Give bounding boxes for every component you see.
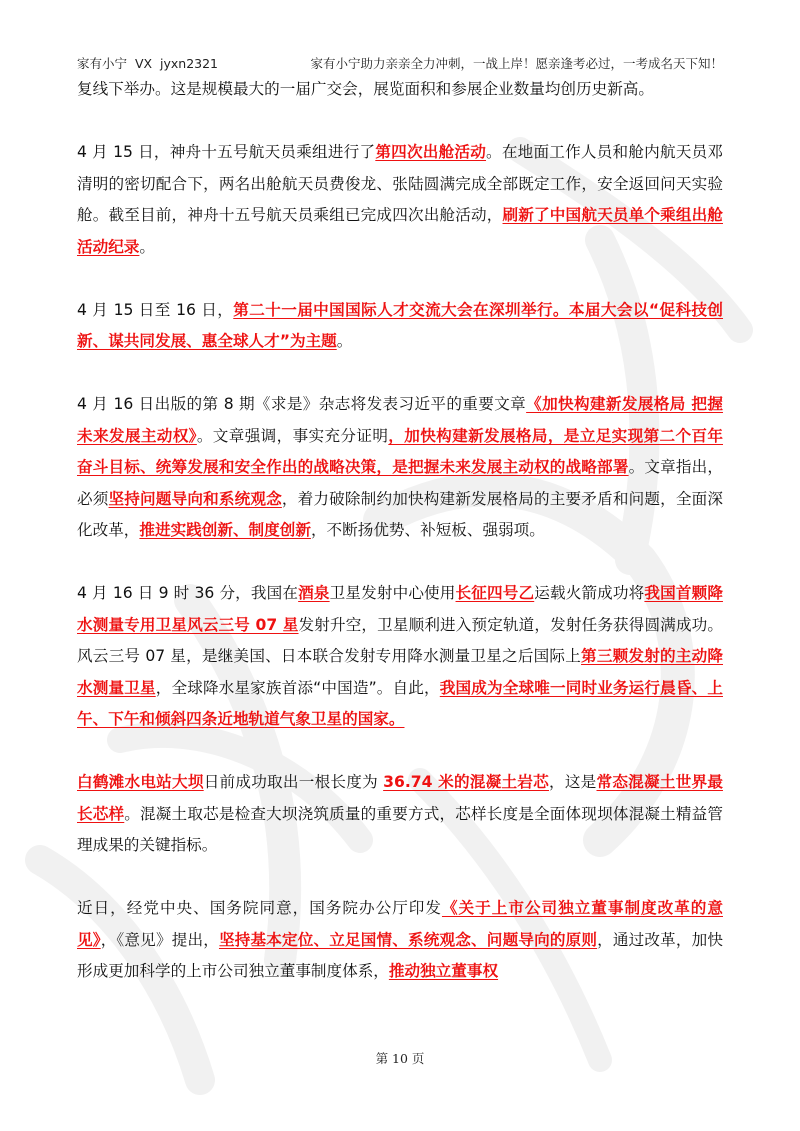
highlighted-text: 常态混凝土世界最长芯样	[77, 773, 723, 823]
body-text: 近日，经党中央、国务院同意，国务院办公厅印发	[77, 899, 442, 917]
document-body	[77, 74, 723, 1019]
paragraph	[77, 893, 723, 988]
paragraph	[77, 295, 723, 358]
body-text: ，不断扬优势、补短板、强弱项。	[310, 521, 545, 539]
body-text: ，《意见》提出，	[100, 930, 219, 949]
body-text: 复线下举办。这是规模最大的一届广交会，展览面积和参展企业数量均创历史新高。	[77, 80, 654, 98]
highlighted-text: 第二十一届中国国际人才交流大会在深圳举行。本届大会以“促科技创新、谋共同发展、惠全球人才”为主题	[77, 300, 724, 350]
highlighted-text: 酒泉	[298, 584, 330, 602]
header-right-text: 家有小宁助力亲亲全力冲刺，一战上岸！愿亲逢考必过，一考成名天下知！	[310, 56, 723, 71]
paragraph	[77, 578, 723, 736]
body-text: ，着力破除制约加快构建新发展格局的主要矛盾和问题，全面深化改革，	[77, 489, 723, 539]
page-number: 第 10 页	[375, 1051, 425, 1066]
body-text: 4 月 15 日，神舟十五号航天员乘组进行了	[77, 143, 376, 161]
body-text: 。文章指出，必须	[77, 458, 723, 508]
header-left-text: 家有小宁 VX jyxn2321	[77, 56, 219, 71]
highlighted-text: 第四次出舱活动	[375, 143, 487, 161]
body-text: 4 月 16 日 9 时 36 分，我国在	[77, 584, 299, 602]
body-text: 4 月 15 日至 16 日，	[77, 300, 234, 319]
highlighted-text: ，加快构建新发展格局，是立足实现第二个百年奋斗目标、统筹发展和安全作出的战略决策，是把握未来发展主动权的战略部署	[77, 426, 723, 476]
highlighted-text: 我国首颗降水测量专用卫星风云三号 07 星	[77, 584, 723, 634]
body-text: 。文章强调，事实充分证明	[196, 426, 389, 445]
body-text: 。	[336, 332, 353, 350]
body-text: 日前成功取出一根长度为	[203, 773, 384, 791]
body-text: 运载火箭成功将	[534, 584, 645, 602]
paragraph	[77, 74, 723, 106]
highlighted-text: 推动独立董事权	[388, 962, 499, 980]
body-text: 。	[139, 237, 155, 256]
body-text: ，全球降水星家族首添“中国造”。自此，	[155, 678, 440, 697]
paragraph	[77, 389, 723, 547]
highlighted-text: 刷新了中国航天员单个乘组出舱活动纪录	[77, 206, 723, 256]
highlighted-text: 《加快构建新发展格局 把握未来发展主动权》	[77, 395, 723, 445]
body-text: 。在地面工作人员和舱内航天员邓清明的密切配合下，两名出舱航天员费俊龙、张陆圆满完成全部既定工作，安全返回问天实验舱。截至目前，神舟十五号航天员乘组已完成四次出舱活动，	[77, 143, 723, 224]
highlighted-text: 坚持基本定位、立足国情、系统观念、问题导向的原则	[218, 930, 598, 949]
highlighted-text: 白鹤滩水电站大坝	[77, 773, 204, 791]
body-text: 。混凝土取芯是检查大坝浇筑质量的重要方式，芯样长度是全面体现坝体混凝土精益管理成果的关键指标。	[77, 804, 723, 854]
paragraph	[77, 137, 723, 263]
highlighted-text: 36.74 米的混凝土岩芯	[383, 773, 549, 791]
body-text: 卫星发射中心使用	[329, 584, 456, 602]
body-text: 发射升空，卫星顺利进入预定轨道，发射任务获得圆满成功。风云三号 07 星，是继美国、日本联合发射专用降水测量卫星之后国际上	[77, 615, 723, 665]
body-text: 4 月 16 日出版的第 8 期《求是》杂志将发表习近平的重要文章	[77, 395, 527, 413]
highlighted-text: 长征四号乙	[455, 584, 535, 602]
highlighted-text: 推进实践创新、制度创新	[139, 521, 311, 539]
paragraph	[77, 767, 723, 862]
highlighted-text: 《关于上市公司独立董事制度改革的意见》	[77, 899, 723, 949]
body-text: ，这是	[548, 773, 597, 791]
highlighted-text: 第三颗发射的主动降水测量卫星	[77, 647, 723, 697]
body-text: ，通过改革，加快形成更加科学的上市公司独立董事制度体系，	[77, 930, 723, 980]
highlighted-text: 坚持问题导向和系统观念	[108, 489, 282, 508]
highlighted-text: 我国成为全球唯一同时业务运行晨昏、上午、下午和倾斜四条近地轨道气象卫星的国家。	[77, 678, 723, 728]
